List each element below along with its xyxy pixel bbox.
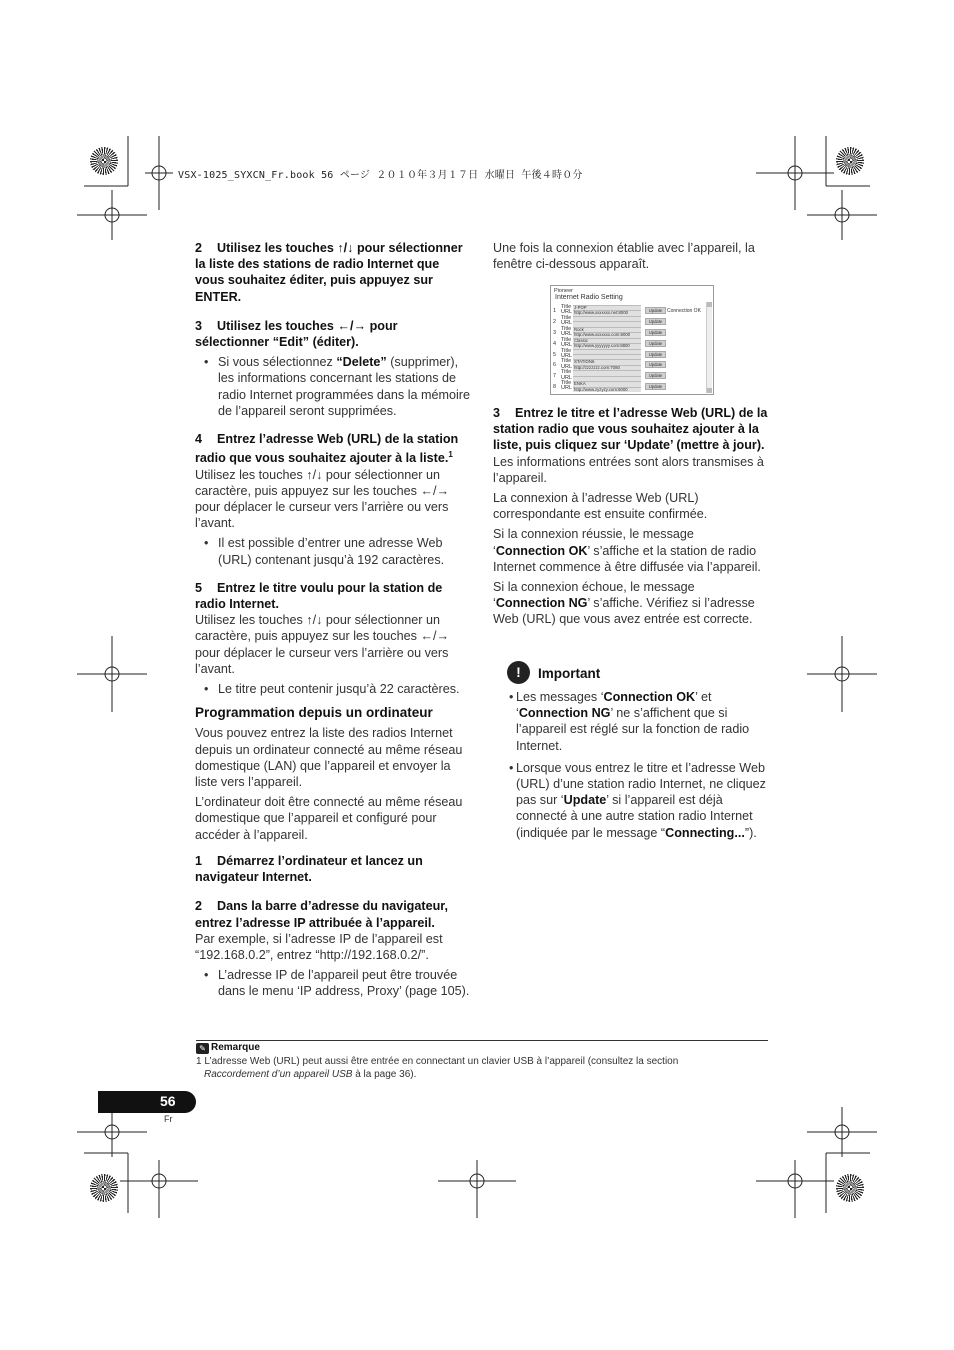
scrollbar[interactable] [706,302,712,393]
pc-step-1: 1 Démarrez l’ordinateur et lancez un navigateur Internet. [195,853,423,885]
right-column [493,405,768,632]
step-4-body: Utilisez les touches ↑/↓ pour sélectionner un caractère, puis appuyez sur les touches ←/→ pour déplacer le curseur vers l’arrière ou vers l’avant. [195,467,450,531]
step-3-right: 3 Entrez le titre et l’adresse Web (URL) de la station radio que vous souhaitez ajouter à la liste, puis cliquez sur ‘Update’ (mettre à jour). [493,406,768,453]
step-4: 4 Entrez l’adresse Web (URL) de la station radio que vous souhaitez ajouter à la liste.$^1$ [195,432,459,466]
row-labels: Title URL [561,336,573,348]
bullet-list [195,681,470,697]
list-item: • Il est possible d’entrer une adresse Web (URL) contenant jusqu’à 192 caractères. [195,535,470,567]
row-labels: Title URL [561,325,573,337]
station-row [553,316,703,327]
step-5: 5 Entrez le titre voulu pour la station de radio Internet. [195,580,443,612]
row-number: 6 [553,362,557,369]
step-5-body: Utilisez les touches ↑/↓ pour sélectionner un caractère, puis appuyez sur les touches ←/→ pour déplacer le curseur vers l’arrière ou vers l’avant. [195,613,450,676]
station-row [553,349,703,360]
crosshair-icon [807,1107,877,1157]
row-labels: Title URL [561,369,573,381]
update-button[interactable]: Update [645,372,666,379]
left-column [195,240,470,1008]
station-rows [553,305,703,392]
crosshair-icon [77,190,147,240]
book-file-header: VSX-1025_SYXCN_Fr.book 56 ページ ２０１０年３月１７日 水曜日 午後４時０分 [178,170,583,181]
station-row [553,327,703,338]
paragraph: La connexion à l’adresse Web (URL) correspondante est ensuite confirmée. [493,491,708,522]
bullet-list [195,354,470,419]
pc-step-2-body: Par exemple, si l’adresse IP de l’appareil est “192.168.0.2”, entrez “http://192.168.0.2/”. [195,931,443,962]
pc-step-2: 2 Dans la barre d’adresse du navigateur, entrez l’adresse IP attribuée à l’appareil. [195,899,448,930]
footnote-rule [196,1040,768,1041]
station-row [553,359,703,370]
url-field[interactable]: http://www.yyyyyyy.com:8800 [573,343,641,349]
crosshair-icon [77,1107,147,1157]
section-title: Programmation depuis un ordinateur [195,705,433,721]
connection-status: Connection OK [667,308,701,314]
row-number: 5 [553,351,557,358]
list-item: • Si vous sélectionnez “Delete” (supprimer), les informations concernant les stations de radio Internet programmées dans la mémoire de l’appareil seront supprimées. [195,354,470,419]
brand-label: Pioneer [554,288,573,294]
row-number: 4 [553,340,557,347]
title-field[interactable]: Classic [573,338,641,344]
station-row [553,305,703,316]
section-paragraph: Vous pouvez entrez la liste des radios Internet depuis un ordinateur connecté au même réseau domestique (LAN) que l’appareil et envoyer la liste vers l’appareil. [195,726,463,790]
update-button[interactable]: Update [645,383,666,390]
row-labels: Title URL [561,304,573,316]
paragraph: Si la connexion échoue, le message ‘Connection NG’ s’affiche. Vérifiez si l’adresse Web (URL) que vous avez entrée est correcte. [493,580,755,627]
title-field[interactable]: Rock [573,327,641,333]
update-button[interactable]: Update [645,318,666,325]
url-field[interactable]: http://zzzzzzz.com:7080 [573,365,641,371]
list-item: • Les messages ‘Connection OK’ et ‘Connection NG’ ne s’affichent que si l’appareil est réglé sur la fonction de radio Internet. [500,689,770,754]
row-labels: Title URL [561,358,573,370]
update-button[interactable]: Update [645,361,666,368]
row-number: 1 [553,308,557,314]
update-button[interactable]: Update [645,340,666,347]
page-number-badge [98,1091,196,1113]
crosshair-icon [120,1160,198,1218]
crosshair-icon [756,136,834,210]
update-button[interactable]: Update [645,351,666,358]
crosshair-icon [807,636,877,712]
page-number: 56 [160,1093,176,1109]
crosshair-icon [807,190,877,240]
list-item: • L’adresse IP de l’appareil peut être trouvée dans le menu ‘IP address, Proxy’ (page 105). [195,967,470,999]
list-item: • Le titre peut contenir jusqu’à 22 caractères. [195,681,470,697]
section-paragraph: L’ordinateur doit être connecté au même réseau domestique que l’appareil et configuré pour accéder à l’appareil. [195,795,463,842]
crosshair-icon [756,1160,834,1218]
title-field[interactable]: ENKA [573,381,641,387]
footnote-text: 1 L’adresse Web (URL) peut aussi être entrée en connectant un clavier USB à l’appareil (consultez la section Raccordement d’un appareil USB à la page 36). [196,1056,679,1080]
note-pencil-icon: ✎ [196,1043,209,1054]
important-icon: ! [507,661,530,684]
title-field[interactable]: STATION6 [573,359,641,365]
title-field[interactable]: J-POP [573,305,641,311]
row-labels: Title URL [561,314,573,327]
footnote-title: Remarque [211,1042,260,1053]
station-row [553,381,703,392]
important-list [500,689,770,849]
row-number: 2 [553,318,557,325]
paragraph: Les informations entrées sont alors transmises à l’appareil. [493,454,764,485]
bullet-list [195,535,470,567]
station-row [553,338,703,349]
row-number: 7 [553,373,557,380]
row-labels: Title URL [561,380,573,392]
crosshair-icon [77,636,147,712]
update-button[interactable]: Update [645,307,666,314]
station-row [553,370,703,381]
row-number: 8 [553,384,557,391]
url-field[interactable]: http://www.xxxxxxx.com:8000 [573,332,641,338]
url-field[interactable]: http://www.xxxxxxx.net:8000 [573,310,641,316]
list-item: • Lorsque vous entrez le titre et l’adresse Web (URL) d’une station radio Internet, ne cliquez pas sur ‘Update’ si l’appareil est déjà connecté à une autre station radio Internet (indiquée par le message “Connecting...”). [500,760,770,841]
step-2: 2 Utilisez les touches ↑/↓ pour sélectionner la liste des stations de radio Internet que vous souhaitez éditer, puis appuyez sur ENTER. [195,241,463,304]
url-field[interactable]: http://www.zyzyzy.com:8000 [573,387,641,393]
row-labels: Title URL [561,347,573,359]
screenshot-title: Internet Radio Setting [555,294,623,301]
right-column-intro [493,240,768,276]
crosshair-icon [145,136,173,210]
bullet-list [195,967,470,999]
internet-radio-setting-screenshot [550,285,714,395]
paragraph: Si la connexion réussie, le message ‘Connection OK’ s’affiche et la station de radio Internet commence à être diffusée via l’appareil. [493,527,761,574]
update-button[interactable]: Update [645,329,666,336]
step-3: 3 Utilisez les touches ←/→ pour sélectionner “Edit” (éditer). [195,318,398,350]
important-title: Important [538,666,601,681]
intro-paragraph: Une fois la connexion établie avec l’appareil, la fenêtre ci-dessous apparaît. [493,241,755,272]
crosshair-icon [438,1160,516,1218]
page-language: Fr [164,1114,173,1124]
row-number: 3 [553,329,557,336]
